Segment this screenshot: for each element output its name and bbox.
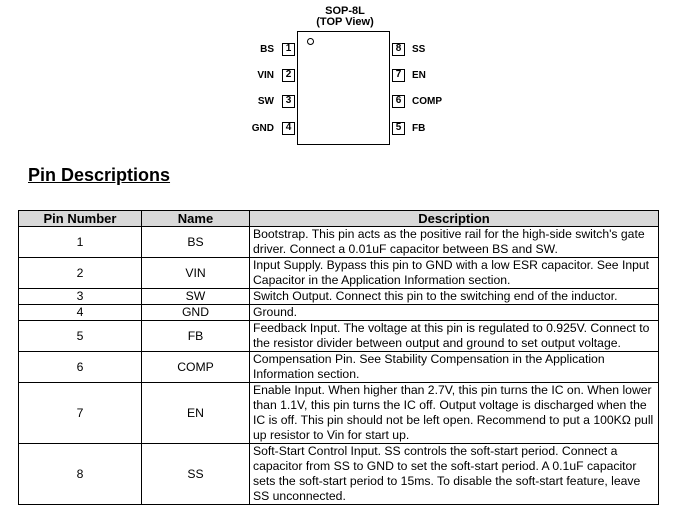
cell-pin-number: 2 (19, 258, 142, 289)
cell-pin-number: 3 (19, 289, 142, 305)
pin-number-3: 3 (282, 95, 295, 108)
pin-label-1: BS (260, 44, 274, 55)
cell-description: Ground. (250, 305, 659, 321)
cell-description: Bootstrap. This pin acts as the positive rail for the high-side switch's gate driver. Connect a 0.01uF capacitor between BS and SW. (250, 227, 659, 258)
pin-number-8: 8 (392, 43, 405, 56)
pin-number-2: 2 (282, 69, 295, 82)
cell-description: Soft-Start Control Input. SS controls the soft-start period. Connect a capacitor from SS to GND to set the soft-start period. A 0.1uF capacitor sets the soft-start period to 15ms. To disable the soft-start feature, leave SS unconnected. (250, 444, 659, 505)
pin-label-3: SW (257, 96, 274, 107)
pin-number-7: 7 (392, 69, 405, 82)
cell-pin-number: 5 (19, 321, 142, 352)
header-pin-number: Pin Number (19, 211, 142, 227)
pin-number-1: 1 (282, 43, 295, 56)
cell-pin-name: BS (142, 227, 250, 258)
cell-description: Enable Input. When higher than 2.7V, this pin turns the IC on. When lower than 1.1V, this pin turns the IC off. Output voltage is discharged when the IC is off. This pin should not be left open. Recommend to put a 100KΩ pull up resistor to Vin for start up. (250, 383, 659, 444)
pin-label-8: SS (412, 44, 426, 55)
table-row (19, 444, 659, 505)
cell-pin-name: SW (142, 289, 250, 305)
table-row (19, 305, 659, 321)
header-description: Description (250, 211, 659, 227)
pin-label-2: VIN (257, 70, 274, 81)
cell-pin-number: 1 (19, 227, 142, 258)
cell-pin-name: VIN (142, 258, 250, 289)
cell-description: Feedback Input. The voltage at this pin is regulated to 0.925V. Connect to the resistor divider between output and ground to set output voltage. (250, 321, 659, 352)
pin-label-7: EN (412, 70, 426, 81)
pin-label-4: GND (251, 123, 274, 134)
cell-pin-name: EN (142, 383, 250, 444)
table-row (19, 383, 659, 444)
cell-description: Input Supply. Bypass this pin to GND with a low ESR capacitor. See Input Capacitor in the Application Information section. (250, 258, 659, 289)
package-view: (TOP View) (316, 16, 374, 28)
cell-pin-name: COMP (142, 352, 250, 383)
package-name: SOP-8L (325, 5, 365, 17)
table-row (19, 289, 659, 305)
table-header-row (19, 211, 659, 227)
pin-number-5: 5 (392, 122, 405, 135)
cell-description: Switch Output. Connect this pin to the switching end of the inductor. (250, 289, 659, 305)
cell-pin-number: 4 (19, 305, 142, 321)
ic-body (297, 31, 390, 145)
cell-pin-name: FB (142, 321, 250, 352)
cell-pin-name: GND (142, 305, 250, 321)
pin-label-5: FB (412, 123, 426, 134)
cell-pin-name: SS (142, 444, 250, 505)
table-row (19, 352, 659, 383)
pin-label-6: COMP (412, 96, 442, 107)
header-name: Name (142, 211, 250, 227)
cell-description: Compensation Pin. See Stability Compensation in the Application Information section. (250, 352, 659, 383)
package-title (292, 6, 398, 28)
section-title: Pin Descriptions (28, 165, 171, 185)
pin-number-6: 6 (392, 95, 405, 108)
cell-pin-number: 8 (19, 444, 142, 505)
pin-number-4: 4 (282, 122, 295, 135)
table-row (19, 227, 659, 258)
table-row (19, 258, 659, 289)
table-row (19, 321, 659, 352)
cell-pin-number: 6 (19, 352, 142, 383)
cell-pin-number: 7 (19, 383, 142, 444)
pin-description-table (18, 210, 659, 505)
pin1-marker-icon (307, 38, 314, 45)
